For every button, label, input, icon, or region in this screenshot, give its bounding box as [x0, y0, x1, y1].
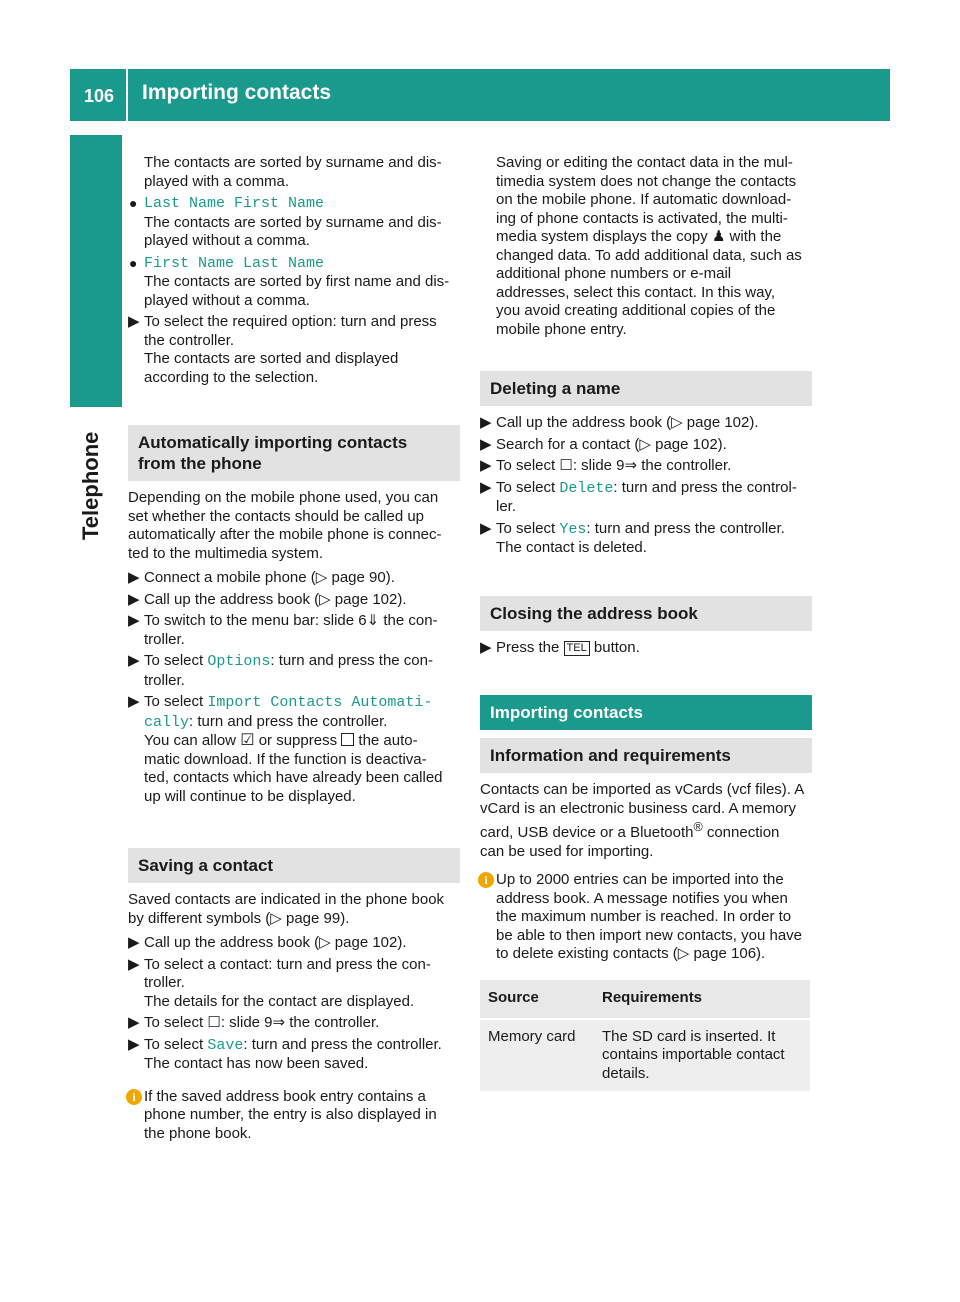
heading-line: Deleting a name [490, 379, 621, 398]
page-title: Importing contacts [142, 81, 332, 104]
text-span: : turn and press the controller. [189, 712, 388, 730]
text-line: the maximum number is reached. In order to [496, 908, 792, 925]
text-line: ted to the multimedia system. [128, 544, 324, 562]
text-line: Connect a mobile phone (▷ page 90). [144, 569, 395, 586]
section-heading [128, 848, 460, 883]
text-line: set whether the contacts should be called up [128, 507, 425, 525]
info-icon: i [126, 1089, 142, 1105]
text-span: To select [144, 652, 208, 669]
step-item [128, 569, 460, 588]
table-cell [594, 1019, 810, 1092]
header-divider [126, 69, 128, 121]
step-item [128, 1014, 460, 1033]
step-item [480, 414, 812, 433]
arrow-icon: ▶ [128, 313, 140, 330]
arrow-icon: ▶ [480, 457, 492, 474]
text-span: media system displays the copy [496, 228, 712, 245]
heading-line: Importing contacts [490, 703, 644, 722]
menu-item-delete: Delete [559, 479, 614, 497]
step-item [128, 693, 460, 806]
arrow-icon: ▶ [128, 693, 140, 710]
list-item [128, 194, 460, 251]
step-item [128, 591, 460, 610]
text-line: by different symbols (▷ page 99). [128, 909, 350, 927]
text-line: played without a comma. [144, 291, 310, 309]
text-line: Up to 2000 entries can be imported into the [496, 871, 784, 888]
text-line: played without a comma. [144, 232, 310, 249]
table-row [480, 1019, 810, 1092]
text-line: Saving or editing the contact data in the mul- [496, 154, 793, 171]
step-item [480, 436, 812, 455]
text-line: Depending on the mobile phone used, you can [128, 489, 439, 506]
table-header-row [480, 980, 810, 1019]
text-span: Press the [496, 638, 564, 656]
text-span: To select [144, 1014, 208, 1031]
text-line: details. [602, 1064, 650, 1082]
text-line: played with a comma. [144, 172, 290, 190]
contact-card-icon: ☐ [559, 457, 573, 474]
requirements-table [480, 980, 810, 1092]
text-line: timedia system does not change the contacts [496, 172, 797, 190]
text-span: To select [144, 1035, 208, 1053]
step-item [480, 520, 812, 558]
text-line: changed data. To add additional data, such as [496, 246, 802, 264]
heading-line: Saving a contact [138, 856, 274, 875]
arrow-icon: ▶ [128, 590, 140, 608]
text-span: the auto- [354, 732, 418, 749]
menu-item-import-cont: cally [144, 713, 190, 731]
table-cell: Memory card [480, 1019, 594, 1092]
checkbox-checked-icon: ☑ [240, 732, 255, 749]
column-header: Requirements [594, 980, 810, 1019]
text-span: To select [496, 519, 560, 537]
text-line: The contact has now been saved. [144, 1055, 369, 1072]
text-line: ler. [496, 498, 517, 515]
step-item [128, 612, 460, 649]
text-line: additional phone numbers or e-mail [496, 265, 732, 282]
step-item [128, 313, 460, 387]
text-line: The contacts are sorted by first name and dis- [144, 273, 450, 290]
left-column [128, 154, 460, 1143]
text-line: can be used for importing. [480, 842, 654, 860]
text-line: Contacts can be imported as vCards (vcf files). A [480, 781, 805, 798]
info-note [480, 871, 812, 964]
page-header [70, 69, 890, 121]
text-line: matic download. If the function is deactiva- [144, 750, 427, 768]
text-span: or suppress [254, 732, 342, 749]
person-copy-icon: ♟ [711, 228, 726, 245]
contact-card-icon: ☐ [207, 1014, 221, 1031]
text-line: vCard is an electronic business card. A memory [480, 799, 796, 817]
text-line: Search for a contact (▷ page 102). [496, 435, 727, 453]
right-column [480, 154, 812, 1091]
text-line: The SD card is inserted. It [602, 1027, 776, 1045]
section-heading [480, 371, 812, 406]
column-header: Source [480, 980, 594, 1019]
heading-line: Closing the address book [490, 603, 698, 623]
text-line: the phone book. [144, 1124, 252, 1142]
registered-mark: ® [693, 820, 703, 834]
text-span: : turn and press the control- [613, 478, 797, 496]
section-heading [128, 425, 460, 481]
menu-item-save: Save [207, 1036, 244, 1054]
heading-line: Automatically importing contacts [138, 433, 408, 452]
bullet-icon: ● [129, 195, 138, 211]
arrow-icon: ▶ [128, 1014, 140, 1031]
text-line: on the mobile phone. If automatic download- [496, 191, 792, 208]
text-span: To select [496, 457, 560, 474]
text-span: To select [144, 693, 208, 710]
option-label: Last Name First Name [144, 195, 325, 212]
arrow-icon: ▶ [480, 414, 492, 431]
text-line: addresses, select this contact. In this way, [496, 283, 776, 301]
side-tab [70, 135, 122, 407]
step-item [480, 457, 812, 476]
text-line: If the saved address book entry contains a [144, 1087, 426, 1105]
arrow-icon: ▶ [128, 934, 140, 951]
text-line: contains importable contact [602, 1046, 785, 1063]
text-line: Call up the address book (▷ page 102). [144, 590, 407, 608]
menu-item-options: Options [207, 653, 271, 670]
text-line: troller. [144, 671, 185, 689]
bullet-icon: ● [129, 254, 138, 271]
menu-item-yes: Yes [559, 520, 587, 538]
step-item [480, 479, 812, 517]
text-line: Call up the address book (▷ page 102). [496, 414, 759, 431]
step-item [128, 652, 460, 690]
text-line: to delete existing contacts (▷ page 106). [496, 945, 766, 962]
info-note [128, 1088, 460, 1144]
text-line: To select the required option: turn and press [144, 313, 437, 330]
heading-line: Information and requirements [490, 746, 731, 765]
text-span: To select [496, 478, 560, 496]
list-item [128, 254, 460, 311]
text-line: The contact is deleted. [496, 539, 647, 556]
text-line: the controller. [144, 331, 235, 349]
chapter-heading [480, 695, 812, 730]
info-icon: i [478, 872, 494, 888]
side-label: Telephone [78, 431, 103, 540]
text-line: Call up the address book (▷ page 102). [144, 934, 407, 951]
heading-line: from the phone [138, 454, 262, 473]
arrow-icon: ▶ [480, 519, 492, 537]
text-line: automatically after the mobile phone is connec- [128, 526, 442, 543]
text-line: ted, contacts which have already been called [144, 769, 443, 786]
section-heading [480, 738, 812, 773]
step-item [480, 639, 812, 658]
step-item [128, 934, 460, 953]
text-line: To select a contact: turn and press the con- [144, 955, 431, 973]
text-line: troller. [144, 630, 185, 648]
arrow-icon: ▶ [480, 638, 492, 656]
text-line: be able to then import new contacts, you have [496, 926, 803, 944]
text-line: according to the selection. [144, 368, 319, 386]
step-item [128, 956, 460, 1012]
arrow-icon: ▶ [128, 569, 140, 586]
text-span: : turn and press the controller. [243, 1035, 442, 1053]
text-line: The contacts are sorted by surname and dis- [144, 154, 442, 171]
text-line: phone number, the entry is also displayed in [144, 1106, 437, 1123]
text-span: : slide 9⇒ the controller. [572, 457, 732, 474]
text-line: address book. A message notifies you when [496, 889, 788, 907]
step-item [128, 1036, 460, 1074]
page-number: 106 [84, 86, 115, 106]
text-span: connection [702, 824, 780, 841]
text-line: Saved contacts are indicated in the phone book [128, 891, 445, 908]
arrow-icon: ▶ [128, 955, 140, 973]
option-label: First Name Last Name [144, 254, 325, 272]
text-span: : turn and press the con- [270, 652, 433, 669]
text-span: You can allow [144, 732, 241, 749]
text-line: The contacts are sorted by surname and dis- [144, 213, 442, 231]
arrow-icon: ▶ [128, 612, 140, 629]
text-line: The contacts are sorted and displayed [144, 350, 399, 367]
tel-key-icon: TEL [564, 641, 590, 656]
text-line: up will continue to be displayed. [144, 787, 356, 805]
text-span: : slide 9⇒ the controller. [220, 1014, 380, 1031]
section-heading [480, 596, 812, 631]
menu-item-import: Import Contacts Automati‐ [207, 694, 433, 711]
text-span: card, USB device or a Bluetooth [480, 824, 694, 841]
text-span: : turn and press the controller. [586, 519, 785, 537]
text-line: The details for the contact are displayed. [144, 992, 415, 1010]
text-span: button. [589, 638, 640, 656]
arrow-icon: ▶ [480, 478, 492, 496]
arrow-icon: ▶ [128, 652, 140, 669]
arrow-icon: ▶ [128, 1035, 140, 1053]
checkbox-empty-icon [341, 733, 354, 746]
arrow-icon: ▶ [480, 435, 492, 453]
text-line: ing of phone contacts is activated, the multi- [496, 209, 788, 227]
text-line: troller. [144, 974, 185, 991]
text-line: you avoid creating additional copies of the [496, 302, 776, 319]
text-line: To switch to the menu bar: slide 6⇓ the con- [144, 612, 438, 629]
text-line: mobile phone entry. [496, 320, 627, 338]
text-span: with the [725, 228, 782, 245]
